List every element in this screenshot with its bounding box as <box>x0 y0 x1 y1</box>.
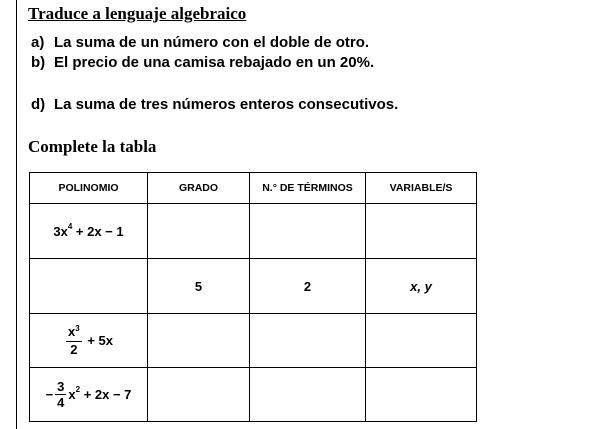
section-title-table: Complete la tabla <box>28 137 157 156</box>
table-row <box>30 314 477 368</box>
cell-terminos-input[interactable] <box>250 368 366 422</box>
header-variables: VARIABLE/S <box>366 173 477 204</box>
item-letter: a) <box>31 34 45 51</box>
cell-terminos-input[interactable] <box>250 314 366 368</box>
cell-terminos: 2 <box>250 259 366 314</box>
item-letter: b) <box>31 54 46 71</box>
cell-grado-input[interactable] <box>148 204 250 259</box>
header-polinomio: POLINOMIO <box>30 173 148 204</box>
left-margin-line <box>16 0 17 429</box>
header-grado: GRADO <box>148 173 250 204</box>
cell-variables: x, y <box>366 259 477 314</box>
item-text: La suma de tres números enteros consecutivos. <box>54 96 399 113</box>
exercise-item-d <box>31 96 398 113</box>
cell-polinomio <box>30 204 148 259</box>
section-title-translate: Traduce a lenguaje algebraico <box>28 4 247 23</box>
item-text: La suma de un número con el doble de otro. <box>54 34 370 51</box>
polynomial-expression: − $\frac{3}{4}$ x $^2$ + 2x − 7 <box>45 379 132 410</box>
fraction: $\frac{3}{4}$ <box>57 379 65 410</box>
cell-grado: 5 <box>148 259 250 314</box>
fraction: $\frac{x^3}{2}$ <box>68 324 80 357</box>
table-row <box>30 368 477 422</box>
polynomial-expression: 3x $^4$ + 2x − 1 <box>53 221 124 239</box>
cell-polinomio-input[interactable] <box>30 259 148 314</box>
table-header-row <box>30 173 477 204</box>
cell-grado-input[interactable] <box>148 368 250 422</box>
item-text: El precio de una camisa rebajado en un 20%. <box>54 54 375 71</box>
header-terminos: N.° DE TÉRMINOS <box>250 173 366 204</box>
item-letter: d) <box>31 96 46 113</box>
exercise-item-b <box>31 54 374 71</box>
cell-variables-input[interactable] <box>366 368 477 422</box>
table-row <box>30 259 477 314</box>
polynomial-expression: $\frac{x^3}{2}$ + 5x <box>68 324 113 357</box>
exercise-item-a <box>31 34 369 51</box>
cell-grado-input[interactable] <box>148 314 250 368</box>
polynomial-table <box>29 172 477 422</box>
cell-polinomio <box>30 314 148 368</box>
cell-polinomio <box>30 368 148 422</box>
table-row <box>30 204 477 259</box>
cell-variables-input[interactable] <box>366 314 477 368</box>
cell-variables-input[interactable] <box>366 204 477 259</box>
cell-terminos-input[interactable] <box>250 204 366 259</box>
